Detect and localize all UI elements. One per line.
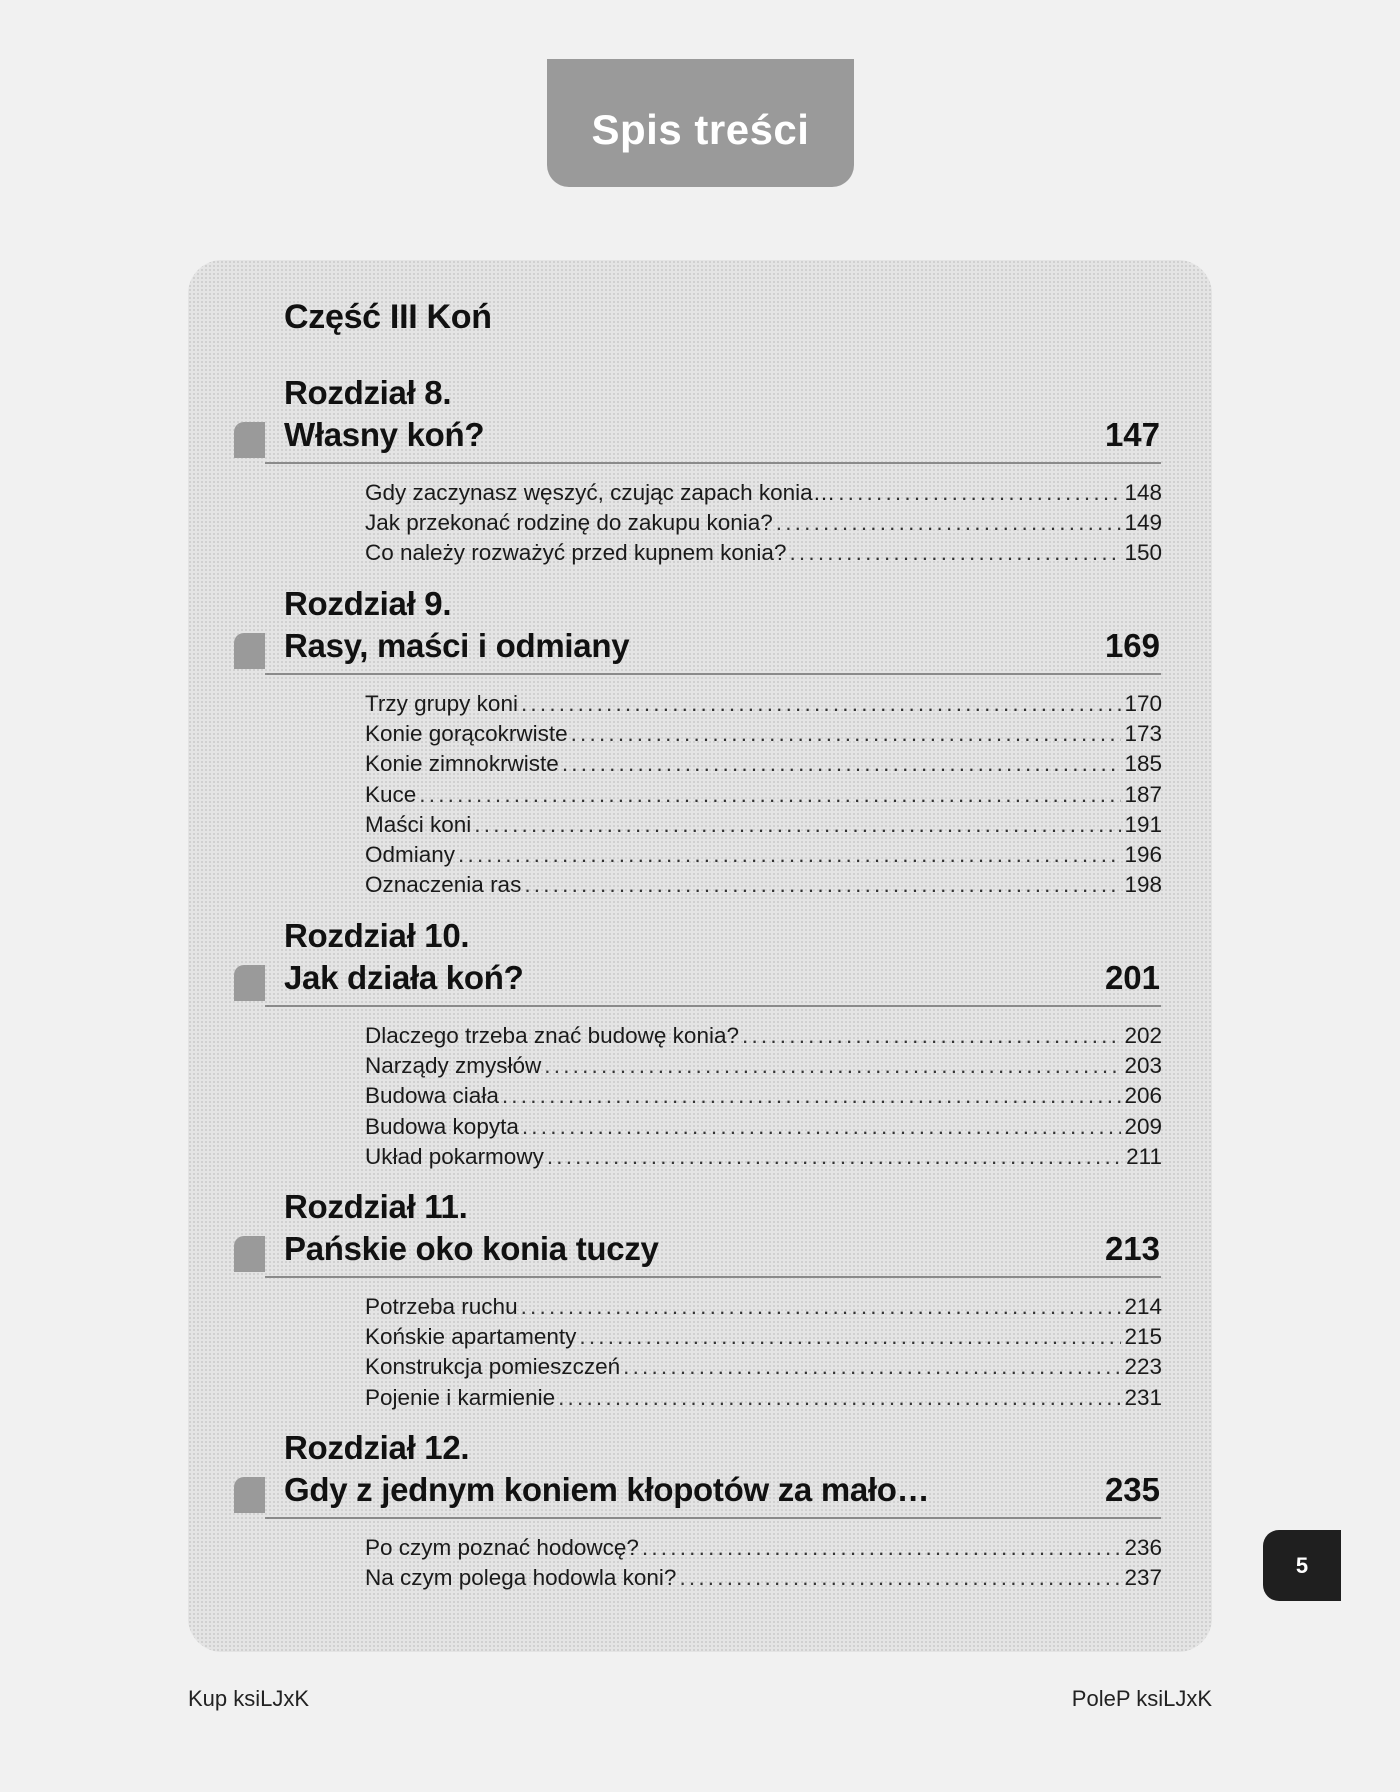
- toc-entry-page: 223: [1124, 1354, 1162, 1380]
- dot-leader: [838, 480, 1121, 506]
- toc-entry-label: Po czym poznać hodowcę?: [365, 1535, 639, 1560]
- chapter-items: [365, 691, 1162, 902]
- chapter-marker: [234, 1236, 265, 1272]
- page-number-tab: [1263, 1530, 1341, 1601]
- toc-entry[interactable]: [365, 1565, 1162, 1595]
- dot-leader: [642, 1535, 1122, 1561]
- chapter-title[interactable]: Własny koń?: [284, 416, 485, 453]
- toc-entry-page: 150: [1124, 540, 1162, 566]
- footer-buy-link[interactable]: Kup ksiLJxK: [188, 1686, 310, 1711]
- chapter-number: Rozdział 12.: [284, 1429, 470, 1466]
- toc-entry-label: Pojenie i karmienie: [365, 1384, 556, 1410]
- header-tab: [547, 59, 854, 187]
- toc-entry-page: 191: [1124, 811, 1162, 837]
- chapter-title[interactable]: Jak działa koń?: [284, 959, 524, 996]
- toc-entry-label: Narządy zmysłów: [365, 1053, 542, 1079]
- toc-entry-page: 202: [1124, 1023, 1162, 1048]
- chapter-divider: [265, 673, 1161, 675]
- toc-entry-label: Co należy rozważyć przed kupnem konia?: [365, 540, 787, 566]
- dot-leader: [458, 842, 1121, 868]
- dot-leader: [522, 1114, 1122, 1140]
- toc-entry[interactable]: [365, 1385, 1162, 1415]
- dot-leader: [502, 1083, 1122, 1109]
- toc-entry-label: Kuce: [365, 781, 417, 807]
- dot-leader: [521, 1294, 1122, 1320]
- toc-entry-label: Jak przekonać rodzinę do zakupu konia?: [365, 510, 773, 536]
- chapter-items: [365, 480, 1162, 571]
- toc-entry-page: 209: [1124, 1113, 1162, 1139]
- toc-entry-label: Konstrukcja pomieszczeń: [365, 1354, 621, 1380]
- chapter-divider: [265, 462, 1161, 464]
- toc-entry-page: 196: [1124, 841, 1162, 867]
- chapter-marker: [234, 633, 265, 669]
- page-number: 5: [1295, 1552, 1309, 1578]
- toc-entry-page: 185: [1124, 751, 1162, 777]
- toc-entry-page: 214: [1124, 1294, 1162, 1319]
- toc-entry[interactable]: [365, 751, 1162, 781]
- dot-leader: [547, 1144, 1123, 1170]
- toc-entry-page: 231: [1124, 1384, 1162, 1410]
- chapter-items: [365, 1294, 1162, 1415]
- toc-entry-page: 203: [1124, 1053, 1162, 1079]
- toc-entry-page: 173: [1124, 721, 1162, 747]
- chapter-marker: [234, 422, 265, 458]
- chapter-marker: [234, 965, 265, 1001]
- chapter-divider: [265, 1517, 1161, 1519]
- toc-entry-label: Budowa ciała: [365, 1083, 499, 1109]
- toc-entry[interactable]: [365, 842, 1162, 872]
- toc-entry-page: 198: [1124, 872, 1162, 898]
- toc-entry-page: 149: [1124, 510, 1162, 536]
- toc-entry[interactable]: [365, 1114, 1162, 1144]
- toc-entry[interactable]: [365, 1023, 1162, 1053]
- chapter-page-number: 147: [1104, 416, 1160, 453]
- toc-entry-label: Końskie apartamenty: [365, 1324, 577, 1350]
- toc-entry-label: Trzy grupy koni: [365, 691, 518, 716]
- chapter-page-number: 201: [1104, 959, 1160, 996]
- dot-leader: [474, 812, 1121, 838]
- toc-entry-page: 236: [1124, 1535, 1162, 1560]
- toc-entry-label: Maści koni: [365, 811, 472, 837]
- toc-entry-label: Budowa kopyta: [365, 1113, 519, 1139]
- toc-entry[interactable]: [365, 872, 1162, 902]
- toc-entry[interactable]: [365, 480, 1162, 510]
- chapter-page-number: 213: [1104, 1230, 1160, 1267]
- toc-entry[interactable]: [365, 782, 1162, 812]
- chapter-items: [365, 1023, 1162, 1174]
- chapter-number: Rozdział 11.: [284, 1188, 468, 1225]
- toc-entry-label: Oznaczenia ras: [365, 872, 522, 898]
- dot-leader: [562, 751, 1122, 777]
- toc-entry[interactable]: [365, 1083, 1162, 1113]
- toc-entry-label: Dlaczego trzeba znać budowę konia?: [365, 1023, 739, 1048]
- toc-entry[interactable]: [365, 691, 1162, 721]
- chapter-marker: [234, 1477, 265, 1513]
- toc-entry-page: 211: [1126, 1143, 1162, 1169]
- chapter-title[interactable]: Rasy, maści i odmiany: [284, 627, 630, 664]
- dot-leader: [623, 1354, 1121, 1380]
- dot-leader: [524, 872, 1121, 898]
- toc-entry-label: Na czym polega hodowla koni?: [365, 1565, 677, 1591]
- chapter-items: [365, 1535, 1162, 1595]
- chapter-number: Rozdział 9.: [284, 585, 452, 622]
- dot-leader: [679, 1565, 1121, 1591]
- footer-recommend-link[interactable]: PoleP ksiLJxK: [1071, 1686, 1212, 1711]
- toc-entry-page: 206: [1124, 1083, 1162, 1109]
- chapter-title[interactable]: Gdy z jednym koniem kłopotów za mało…: [284, 1471, 930, 1508]
- toc-entry-page: 215: [1124, 1324, 1162, 1350]
- toc-entry-label: Odmiany: [365, 841, 456, 867]
- toc-entry-page: 237: [1124, 1565, 1162, 1591]
- toc-entry[interactable]: [365, 721, 1162, 751]
- toc-entry-label: Konie zimnokrwiste: [365, 751, 559, 777]
- toc-entry[interactable]: [365, 1053, 1162, 1083]
- chapter-page-number: 235: [1104, 1471, 1160, 1508]
- toc-entry-label: Konie gorącokrwiste: [365, 721, 568, 747]
- dot-leader: [558, 1385, 1121, 1411]
- toc-entry[interactable]: [365, 1354, 1162, 1384]
- page-title: Spis treści: [591, 106, 810, 153]
- dot-leader: [571, 721, 1122, 747]
- chapter-number: Rozdział 10.: [284, 917, 470, 954]
- chapter-divider: [265, 1005, 1161, 1007]
- dot-leader: [789, 540, 1121, 566]
- toc-entry-page: 148: [1124, 480, 1162, 505]
- toc-entry-page: 170: [1124, 691, 1162, 716]
- chapter-divider: [265, 1276, 1161, 1278]
- dot-leader: [521, 691, 1121, 717]
- toc-entry-page: 187: [1124, 781, 1162, 807]
- toc-entry[interactable]: [365, 540, 1162, 570]
- part-title: Część III Koń: [284, 298, 492, 336]
- dot-leader: [419, 782, 1121, 808]
- dot-leader: [544, 1053, 1121, 1079]
- toc-entry[interactable]: [365, 1324, 1162, 1354]
- chapter-number: Rozdział 8.: [284, 374, 452, 411]
- toc-entry-label: Potrzeba ruchu: [365, 1294, 518, 1319]
- toc-entry[interactable]: [365, 510, 1162, 540]
- dot-leader: [579, 1324, 1121, 1350]
- dot-leader: [776, 510, 1122, 536]
- toc-entry[interactable]: [365, 1294, 1162, 1324]
- toc-entry[interactable]: [365, 1144, 1162, 1174]
- chapter-page-number: 169: [1104, 627, 1160, 664]
- dot-leader: [742, 1023, 1121, 1049]
- toc-entry[interactable]: [365, 812, 1162, 842]
- chapter-title[interactable]: Pańskie oko konia tuczy: [284, 1230, 659, 1267]
- toc-entry-label: Układ pokarmowy: [365, 1143, 544, 1169]
- toc-entry-label: Gdy zaczynasz węszyć, czując zapach konia…: [365, 480, 836, 505]
- toc-entry[interactable]: [365, 1535, 1162, 1565]
